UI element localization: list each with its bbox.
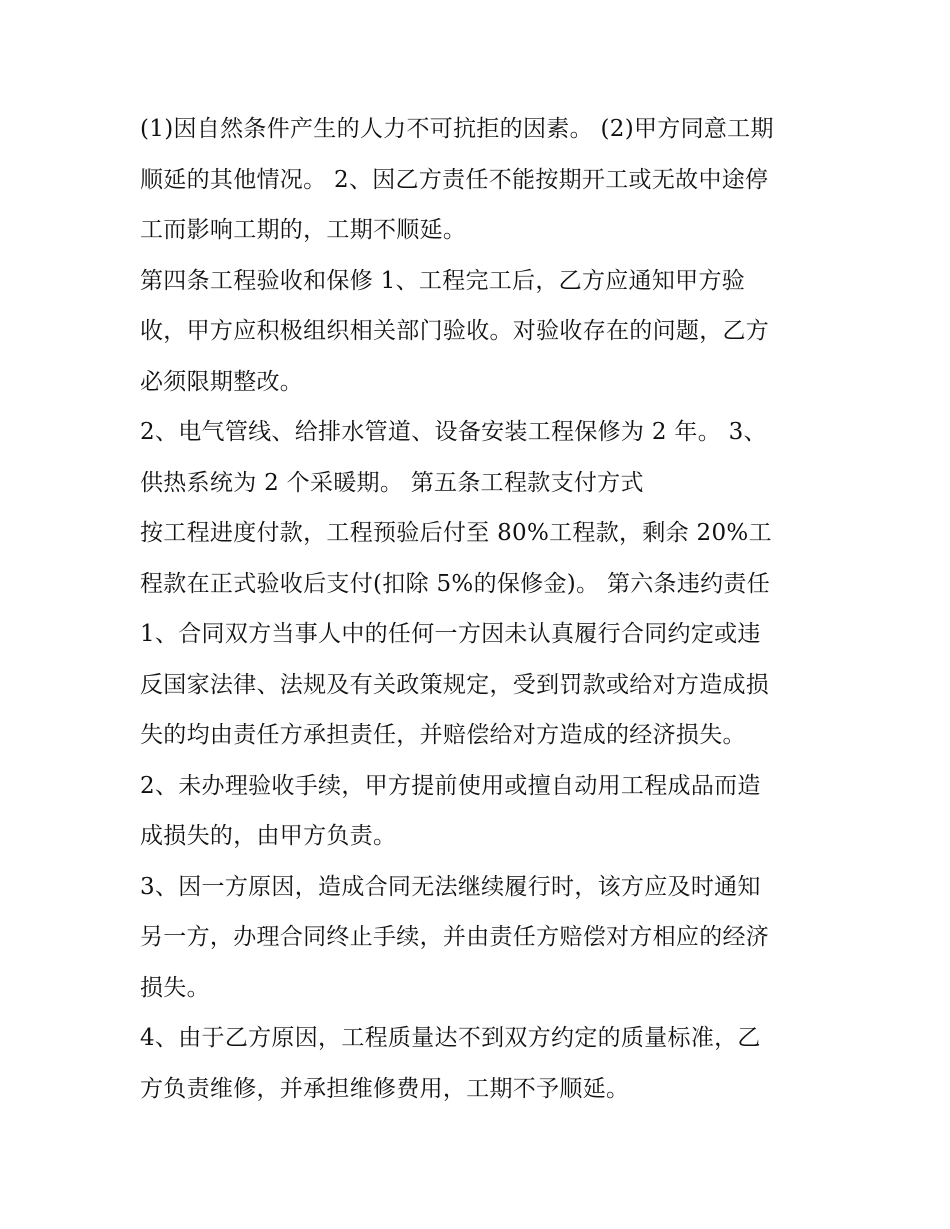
- text-line: 3、因一方原因，造成合同无法继续履行时，该方应及时通知: [140, 873, 761, 900]
- text-line: 4、由于乙方原因，工程质量达不到双方约定的质量标准，乙: [140, 1025, 761, 1051]
- text-line: 按工程进度付款，工程预验后付至 80%工程款，剩余 20%工: [140, 520, 772, 546]
- text-line: 工而影响工期的，工期不顺延。: [140, 217, 467, 243]
- document-body: [140, 104, 820, 1114]
- text-line: 必须限期整改。: [140, 368, 304, 395]
- text-line: 另一方，办理合同终止手续，并由责任方赔偿对方相应的经济: [140, 924, 770, 950]
- text-line: 反国家法律、法规及有关政策规定，受到罚款或给对方造成损: [140, 671, 770, 698]
- text-line: 顺延的其他情况。 2、因乙方责任不能按期开工或无故中途停: [140, 166, 769, 193]
- text-line: 2、未办理验收手续，甲方提前使用或擅自动用工程成品而造: [140, 772, 761, 799]
- text-line: 2、电气管线、给排水管道、设备安装工程保修为 2 年。 3、: [140, 419, 767, 445]
- text-line: 方负责维修，并承担维修费用，工期不予顺延。: [140, 1075, 630, 1102]
- text-line: 程款在正式验收后支付(扣除 5%的保修金)。 第六条违约责任: [140, 570, 771, 597]
- text-line: 损失。: [140, 974, 210, 1001]
- text-line: 供热系统为 2 个采暖期。 第五条工程款支付方式: [140, 469, 644, 496]
- text-line: 第四条工程验收和保修 1、工程完工后，乙方应通知甲方验: [140, 267, 746, 294]
- text-line: 失的均由责任方承担责任，并赔偿给对方造成的经济损失。: [140, 722, 746, 748]
- text-line: 成损失的，由甲方负责。: [140, 823, 397, 849]
- text-line: (1)因自然条件产生的人力不可抗拒的因素。 (2)甲方同意工期: [140, 116, 774, 142]
- text-line: 收，甲方应积极组织相关部门验收。对验收存在的问题，乙方: [140, 318, 770, 344]
- text-line: 1、合同双方当事人中的任何一方因未认真履行合同约定或违: [140, 621, 761, 647]
